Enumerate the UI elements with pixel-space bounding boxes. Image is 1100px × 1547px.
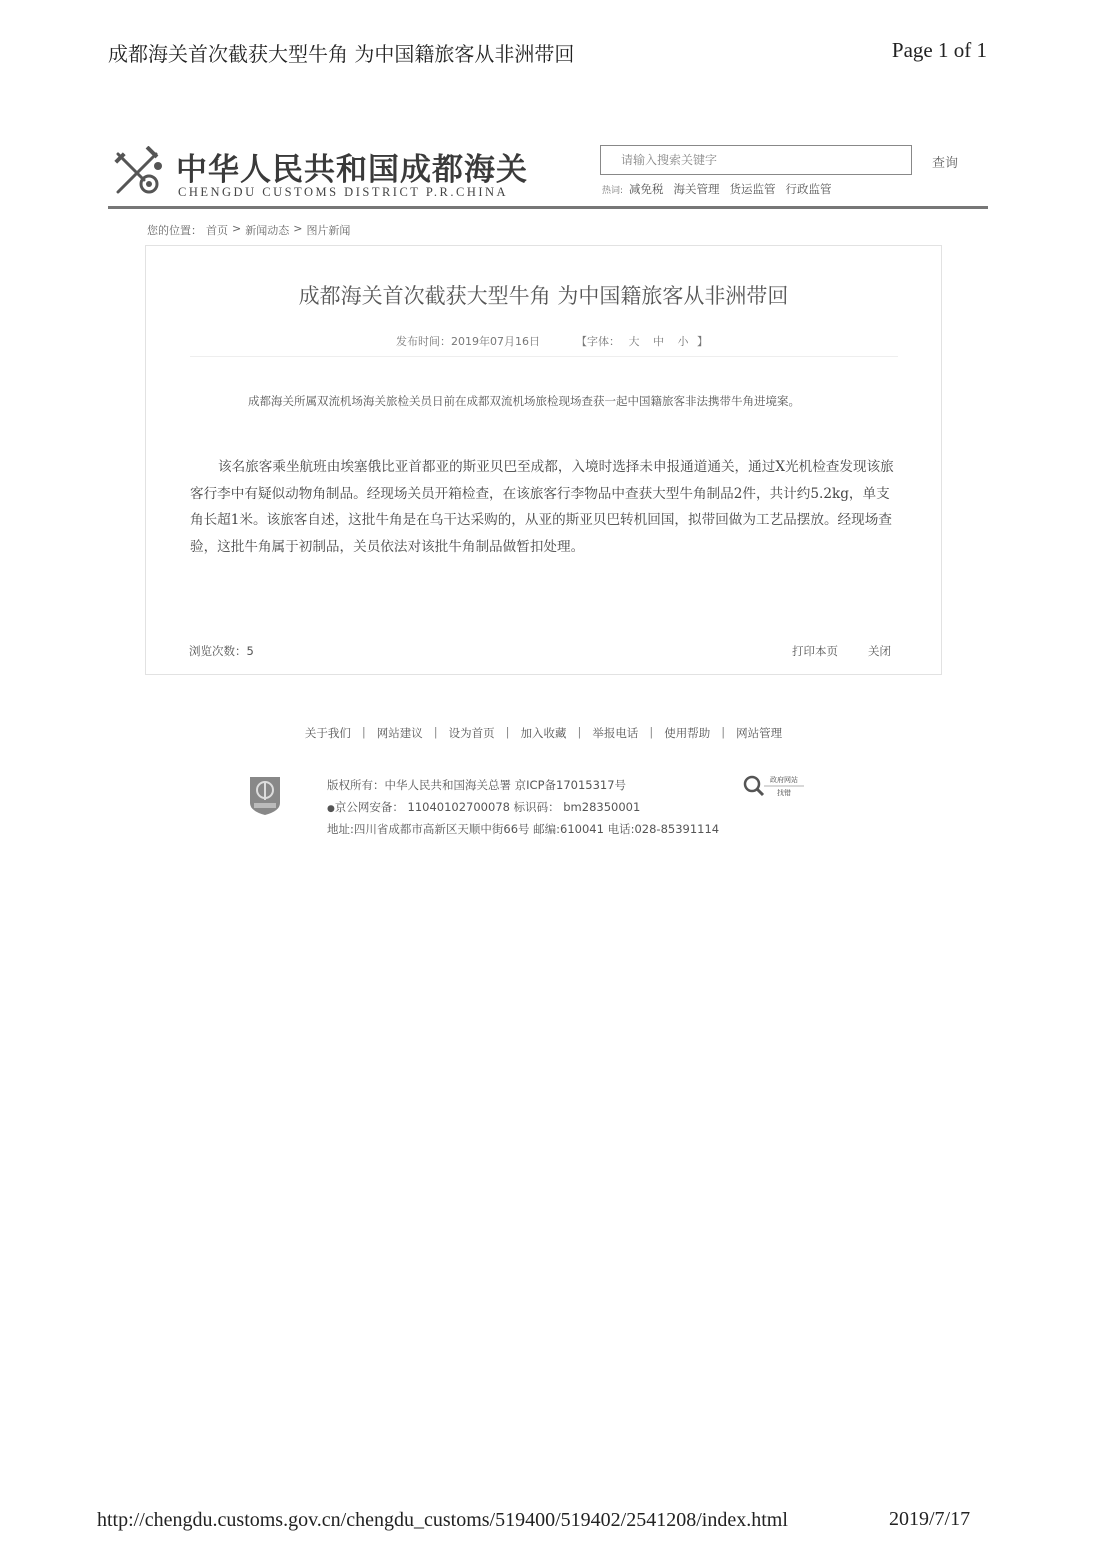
header-divider [108,206,988,209]
font-size-label: 【字体： [576,335,620,348]
gov-badge-top-text: 政府网站 [770,776,798,784]
site-name-cn: 中华人民共和国成都海关 [176,152,528,188]
footer-separator: | [577,725,582,739]
font-size-switcher [576,333,708,349]
font-size-medium[interactable]: 中 [653,335,664,348]
public-security-text: 京公网安备： 11040102700078 标识码： bm28350001 [334,800,641,814]
hot-words-label: 热词: [602,186,624,196]
breadcrumb-home[interactable]: 首页 [206,224,228,237]
hot-words [602,181,832,197]
site-name-en: CHENGDU CUSTOMS DISTRICT P.R.CHINA [178,185,509,199]
publish-date: 发布时间：2019年07月16日 [396,335,540,348]
address-text: 地址:四川省成都市高新区天顺中街66号 邮编:610041 电话:028-85391114 [327,822,720,836]
breadcrumb-news[interactable]: 新闻动态 [245,224,290,237]
font-size-small[interactable]: 小 [677,335,689,348]
footer-link-homepage[interactable]: 设为首页 [448,726,495,740]
gov-badge-bottom-text: 找错 [777,789,791,797]
print-page-link[interactable]: 打印本页 [792,644,838,658]
search-button[interactable]: 查询 [932,152,958,171]
police-badge-icon: ● [327,804,335,814]
footer-link-about[interactable]: 关于我们 [304,726,351,740]
footer-links [145,725,942,741]
footer-link-favorite[interactable]: 加入收藏 [520,726,567,740]
print-footer-date: 2019/7/17 [889,1508,971,1530]
print-footer-url: http://chengdu.customs.gov.cn/chengdu_customs/519400/519402/2541208/index.html [97,1509,788,1531]
font-size-large[interactable]: 大 [628,335,640,348]
print-page-number: Page 1 of 1 [891,38,987,62]
search-input[interactable] [600,145,912,175]
footer-separator: | [433,725,438,739]
gov-site-error-report-badge[interactable] [742,772,808,800]
footer-separator: | [649,725,654,739]
footer-separator: | [505,725,510,739]
party-org-badge-icon[interactable] [246,773,284,817]
hot-word-link[interactable]: 海关管理 [673,182,720,196]
public-security-record [327,799,640,815]
hot-word-link[interactable]: 货运监管 [729,182,776,196]
hot-word-link[interactable]: 减免税 [629,182,664,196]
footer-link-suggest[interactable]: 网站建议 [376,726,423,740]
article-paragraph: 该名旅客乘坐航班由埃塞俄比亚首都亚的斯亚贝巴至成都，入境时选择未申报通道通关，通过X光机检查发现该旅客行李中有疑似动物角制品。经现场关员开箱检查，在该旅客行李物品中查获大型牛角制品2件，共计约5.2kg，单支角长超1米。该旅客自述，这批牛角是在乌干达采购的，从亚的斯亚贝巴转机回国，拟带回做为工艺品摆放。经现场查验，这批牛角属于初制品，关员依法对该批牛角制品做暂扣处理。 [190,459,894,555]
breadcrumb-separator: > [293,222,303,235]
footer-separator: | [361,725,366,739]
view-count: 浏览次数：5 [189,644,254,658]
breadcrumb [147,222,350,238]
breadcrumb-photo-news[interactable]: 图片新闻 [306,224,351,237]
footer-link-help[interactable]: 使用帮助 [664,726,711,740]
footer-link-admin[interactable]: 网站管理 [736,726,783,740]
print-header-title: 成都海关首次截获大型牛角 为中国籍旅客从非洲带回 [108,42,575,66]
hot-word-link[interactable]: 行政监管 [785,182,832,196]
customs-emblem-icon [112,146,168,196]
article-meta [396,333,708,349]
copyright-text: 版权所有：中华人民共和国海关总署 京ICP备17015317号 [327,778,627,792]
article-title: 成都海关首次截获大型牛角 为中国籍旅客从非洲带回 [298,284,789,308]
breadcrumb-separator: > [232,222,242,235]
font-size-close: 】 [697,335,708,348]
footer-separator: | [721,725,726,739]
close-link[interactable]: 关闭 [868,644,891,658]
meta-divider [190,356,898,357]
article-paragraph: 成都海关所属双流机场海关旅检关员日前在成都双流机场旅检现场查获一起中国籍旅客非法携带牛角进境案。 [248,394,800,408]
breadcrumb-label: 您的位置： [147,224,202,237]
footer-link-report[interactable]: 举报电话 [592,726,639,740]
